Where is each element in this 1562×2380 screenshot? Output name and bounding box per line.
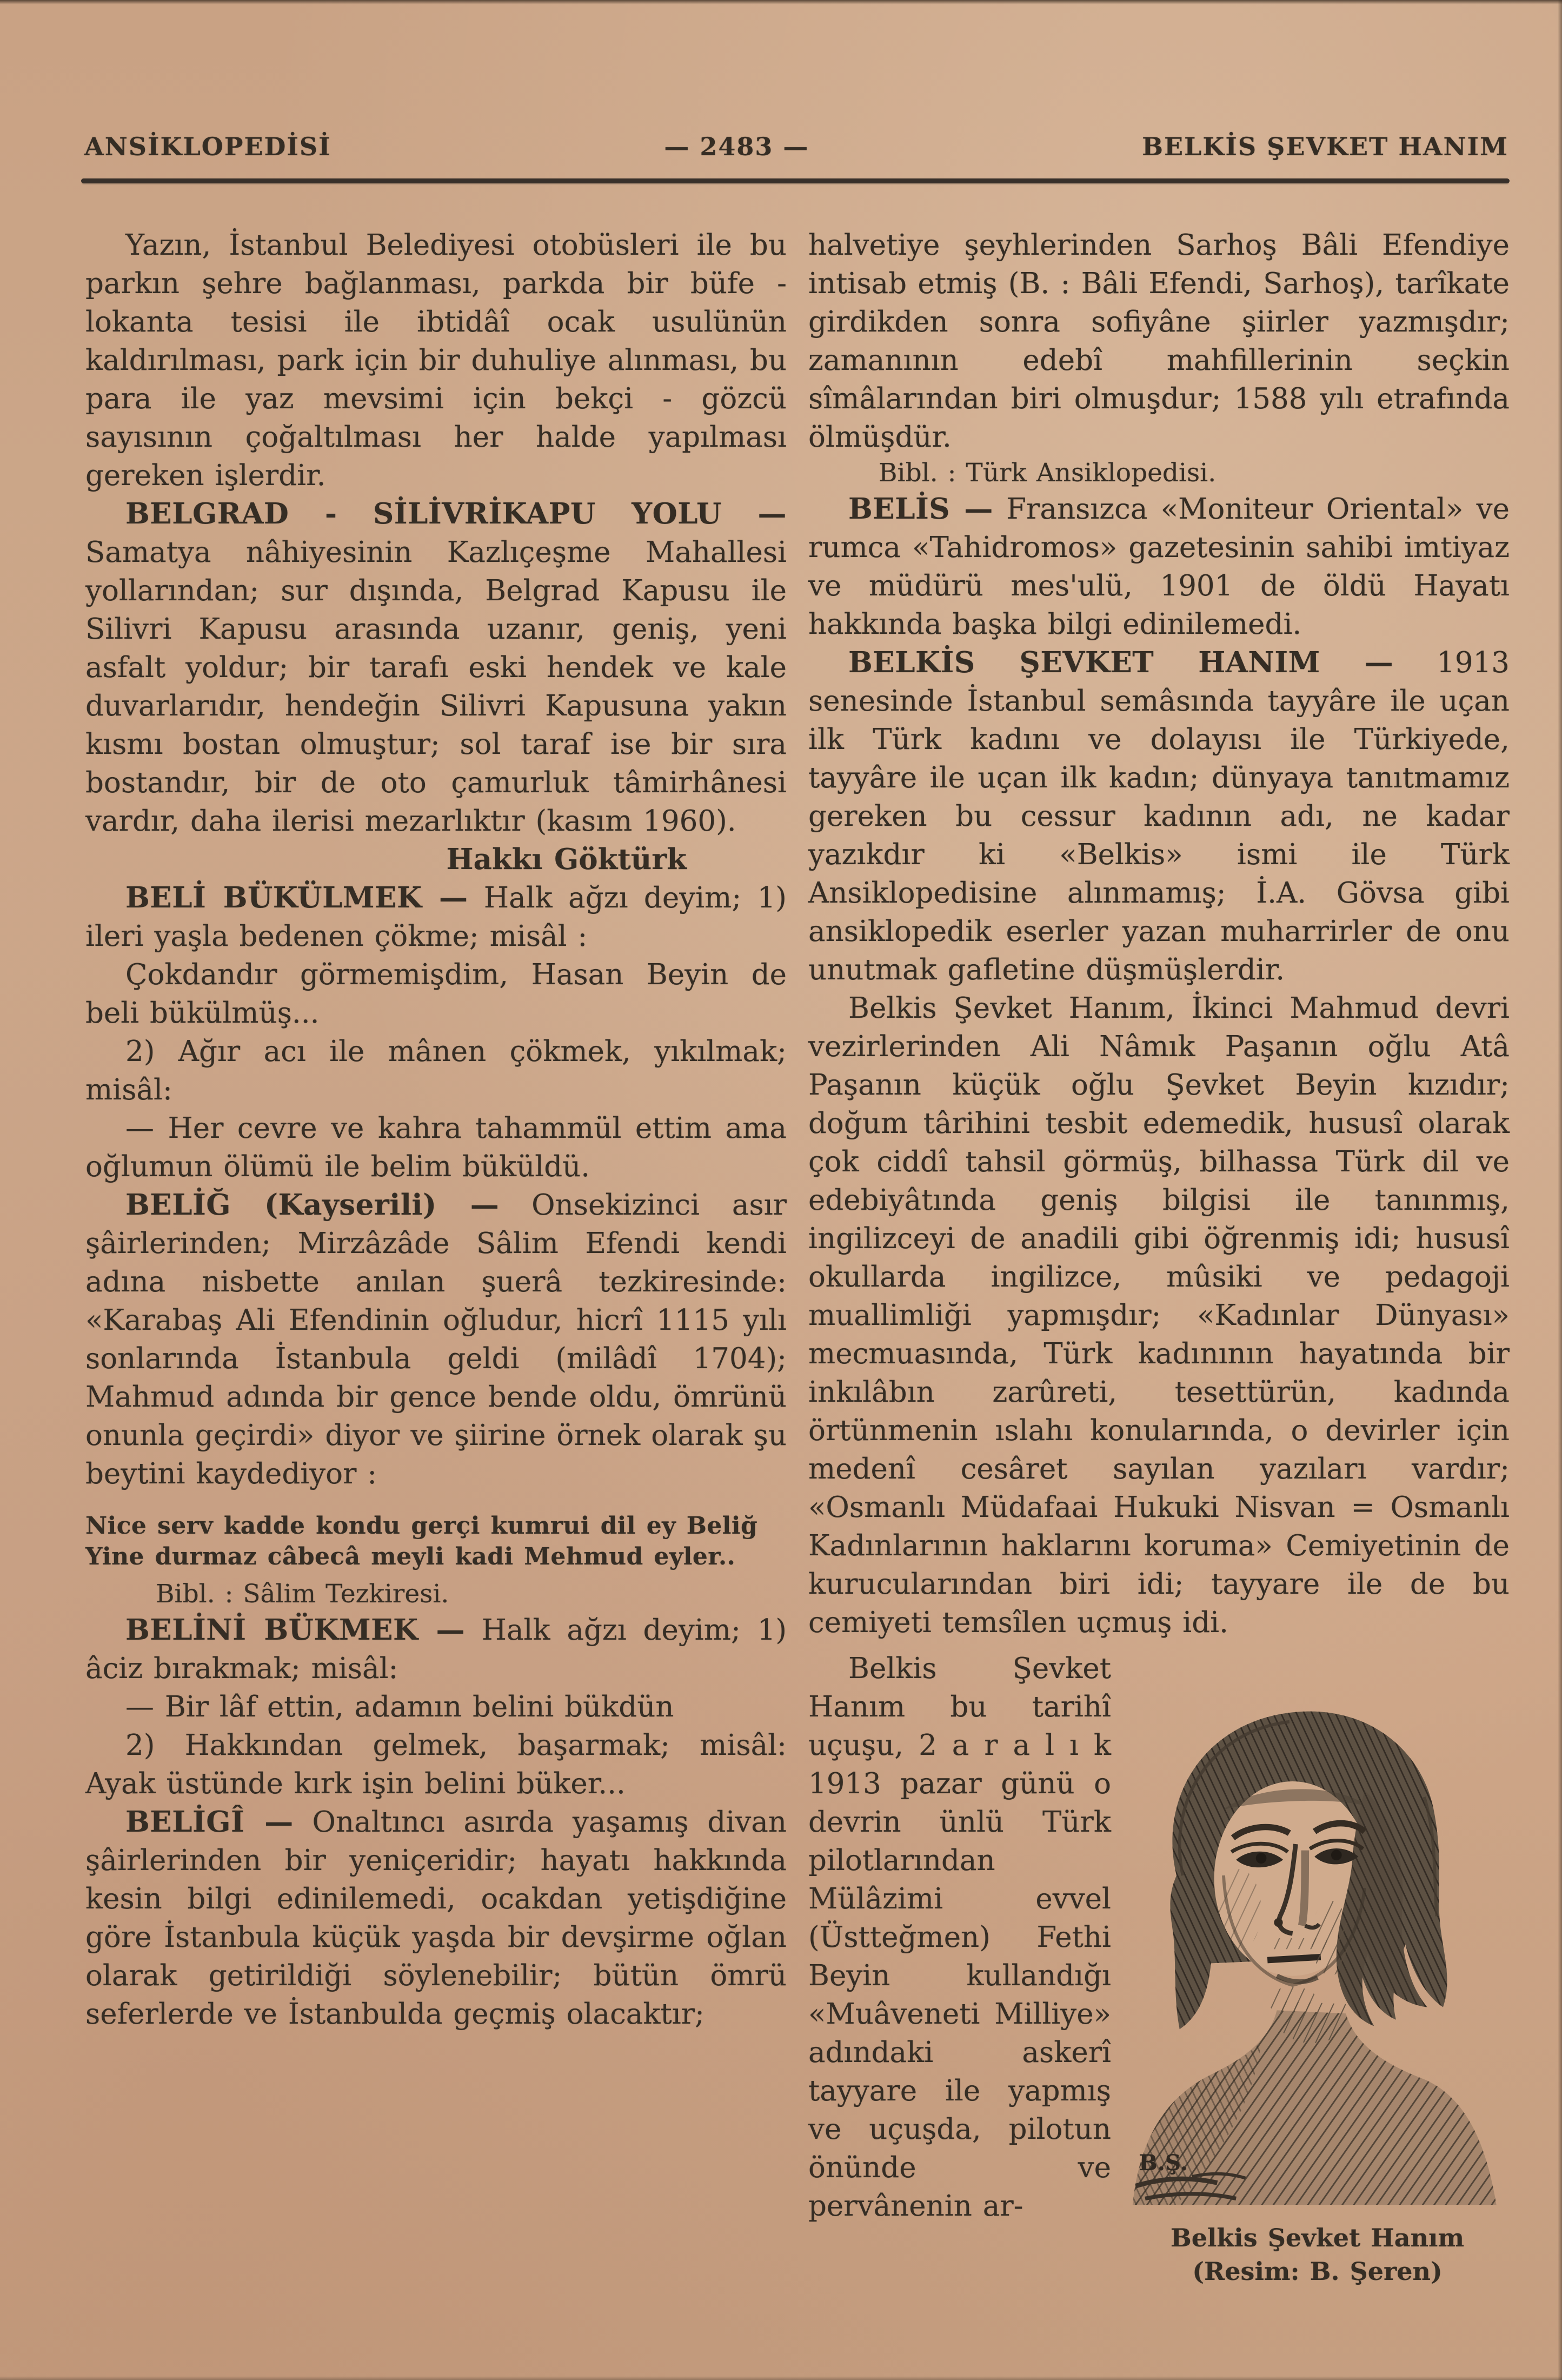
paragraph: Yazın, İstanbul Belediyesi otobüsleri ile bu parkın şehre bağlanması, parkda bir büfe - lokanta tesisi ile ibtidâî ocak usulünün kaldırılması, park için bir duhuliye alınması, bu para ile yaz mevsimi için bekçi - gözcü sayısının çoğaltılması her halde yapılması gereken işlerdir.	[85, 229, 787, 492]
paragraph: 2) Ağır acı ile mânen çökmek, yıkılmak; misâl:	[85, 1035, 787, 1106]
entry-body: Onsekizinci asır şâirlerinden; Mirzâzâde Sâlim Efendi kendi adına nisbette anılan şuerâ tezkiresinde: «Karabaş Ali Efendinin oğludur, hicrî 1115 yılı sonlarında İstanbula geldi (milâdî 1704); Mahmud adında bir gence bende oldu, ömrünü onunla geçirdi» diyor ve şiirine örnek olarak şu beytini kaydediyor :	[85, 1189, 787, 1490]
scan-edge-top	[0, 0, 1562, 4]
continuation-paragraph: halvetiye şeyhlerinden Sarhoş Bâli Efendiye intisab etmiş (B. : Bâli Efendi, Sarhoş), tarîkate girdikden sonra sofiyâne şiirler yazmışdır; zamanının edebî mahfillerinin seçkin sîmâlarından biri olmuşdur; 1588 yılı etrafında ölmüşdür.	[808, 229, 1510, 454]
text-and-portrait-row	[808, 1649, 1510, 2288]
entry-beligi	[85, 1803, 787, 2033]
left-column	[85, 226, 787, 2288]
entry-beli-bukulmek	[85, 879, 787, 956]
scan-edge-right	[1558, 0, 1562, 2380]
entry-belini-bukmek	[85, 1611, 787, 1688]
author-byline: Hakkı Göktürk	[446, 843, 687, 876]
bibliography-note: Bibl. : Sâlim Tezkiresi.	[156, 1579, 449, 1609]
paragraph: Belkis Şevket Hanım, İkinci Mahmud devri vezirlerinden Ali Nâmık Paşanın oğlu Atâ Paşanın küçük oğlu Şevket Beyin kızıdır; doğum târihini tesbit edemedik, hususî olarak çok ciddî tahsil görmüş, bilhassa Türk dil ve edebiyâtında geniş bilgisi ile tanınmış, ingilizceyi de anadili gibi öğrenmiş idi; hususî okullarda ingilizce, mûsiki ve pedagoji muallimliği yapmışdır; «Kadınlar Dünyası» mecmuasında, Türk kadınının hayatında bir inkılâbın zarûreti, tesettürün, kadında örtünmenin ıslahı konularında, o devirler için medenî cesâret sayılan yazıları vardır; «Osmanlı Müdafaai Hukuki Nisvan = Osmanlı Kadınlarının haklarını koruma» Cemiyetinin de kurucularından biri idi; tayyare ile de bu cemiyeti temsîlen uçmuş idi.	[808, 992, 1510, 1639]
caption-line: (Resim: B. Şeren)	[1192, 2257, 1443, 2286]
entry-body: Halk ağzı deyim; 1) ileri yaşla bedenen çökme; misâl :	[85, 881, 787, 953]
paragraph: 2) Hakkından gelmek, başarmak; misâl: Ayak üstünde kırk işin belini büker...	[85, 1729, 787, 1800]
running-title: BELKİS ŞEVKET HANIM	[1142, 132, 1508, 161]
entry-belgrad-silivrikapu-yolu	[85, 495, 787, 840]
wrapped-paragraph: Belkis Şevket Hanım bu tarihî uçuşu, 2 a r a l ı k 1913 pazar günü o devrin ünlü Türk pilotlarından Mülâzimi evvel (Üstteğmen) Fethi Beyin kullandığı «Muâveneti Milliye» adındaki askerî tayyare ile yapmış ve uçuşda, pilotun önünde ve pervânenin ar-	[808, 1652, 1111, 2223]
portrait-caption	[1125, 2221, 1510, 2288]
paragraph: Çokdandır görmemişdim, Hasan Beyin de beli bükülmüş...	[85, 958, 787, 1030]
page-header	[84, 132, 1508, 161]
entry-headword: BELİĞ (Kayserili) —	[125, 1188, 500, 1222]
entry-belig-kayserili	[85, 1186, 787, 1493]
header-rule	[81, 178, 1510, 183]
entry-body: Onaltıncı asırda yaşamış divan şâirlerinden bir yeniçeridir; hayatı hakkında kesin bilgi edinilemedi, ocakdan yetişdiğine göre İstanbula küçük yaşda bir devşirme oğlan olarak getirildiği söylenebilir; bütün ömrü seferlerde ve İstanbulda geçmiş olacaktır;	[85, 1806, 787, 2031]
entry-headword: BELKİS ŞEVKET HANIM —	[848, 646, 1394, 679]
two-column-text	[85, 226, 1510, 2288]
entry-belis	[808, 490, 1510, 644]
artist-signature: B.Ş.	[1138, 2150, 1188, 2176]
bibliography-note: Bibl. : Türk Ansiklopedisi.	[879, 458, 1217, 488]
paragraph: — Bir lâf ettin, adamın belini bükdün	[125, 1690, 674, 1723]
paragraph: — Her cevre ve kahra tahammül ettim ama oğlumun ölümü ile belim büküldü.	[85, 1112, 787, 1183]
entry-headword: BELİNİ BÜKMEK —	[125, 1613, 465, 1647]
entry-headword: BELİGÎ —	[125, 1805, 294, 1839]
couplet-line: Nice serv kadde kondu gerçi kumrui dil ey Beliğ	[85, 1512, 758, 1540]
entry-body: 1913 senesinde İstanbul semâsında tayyâre ile uçan ilk Türk kadını ve dolayısı ile Türkiyede, tayyâre ile uçan ilk kadın; dünyaya tanıtmamız gereken bu cessur kadının adı, ne kadar yazıkdır ki «Belkis» ismi ile Türk Ansiklopedisine alınmamış; İ.A. Gövsa gibi ansiklopedik eserler yazan muharrirler de onu unutmak gafletine düşmüşlerdir.	[808, 646, 1510, 986]
entry-body: Halk ağzı deyim; 1) âciz bırakmak; misâl:	[85, 1614, 787, 1685]
publication-title: ANSİKLOPEDİSİ	[84, 132, 331, 161]
couplet-line: Yine durmaz câbecâ meyli kadi Mehmud eyler..	[85, 1543, 736, 1570]
caption-line: Belkis Şevket Hanım	[1170, 2223, 1465, 2252]
couplet	[85, 1510, 787, 1572]
scan-edge-bottom	[0, 2376, 1562, 2380]
entry-headword: BELİS —	[848, 492, 993, 526]
portrait-sketch	[1129, 1687, 1506, 2205]
entry-headword: BELİ BÜKÜLMEK —	[125, 881, 468, 914]
entry-body: Samatya nâhiyesinin Kazlıçeşme Mahallesi yollarından; sur dışında, Belgrad Kapusu ile Silivri Kapusu arasında uzanır, geniş, yeni asfalt yoldur; bir tarafı eski hendek ve kale duvarlarıdır, hendeğin Silivri Kapusuna yakın kısmı bostan olmuştur; sol taraf ise bir sıra bostandır, bir de oto çamurluk tâmirhânesi vardır, daha ilerisi mezarlıktır (kasım 1960).	[85, 536, 787, 838]
entry-belkis-sevket-hanim	[808, 644, 1510, 989]
mouth	[1267, 1957, 1321, 1960]
right-column	[808, 226, 1510, 2288]
entry-headword: BELGRAD - SİLİVRİKAPU YOLU —	[125, 497, 787, 531]
portrait-figure	[1125, 1687, 1510, 2288]
entry-body: Fransızca «Moniteur Oriental» ve rumca «Tahidromos» gazetesinin sahibi imtiyaz ve müdürü mes'ulü, 1901 de öldü Hayatı hakkında başka bilgi edinilemedi.	[808, 493, 1510, 641]
page-number: — 2483 —	[664, 132, 809, 161]
